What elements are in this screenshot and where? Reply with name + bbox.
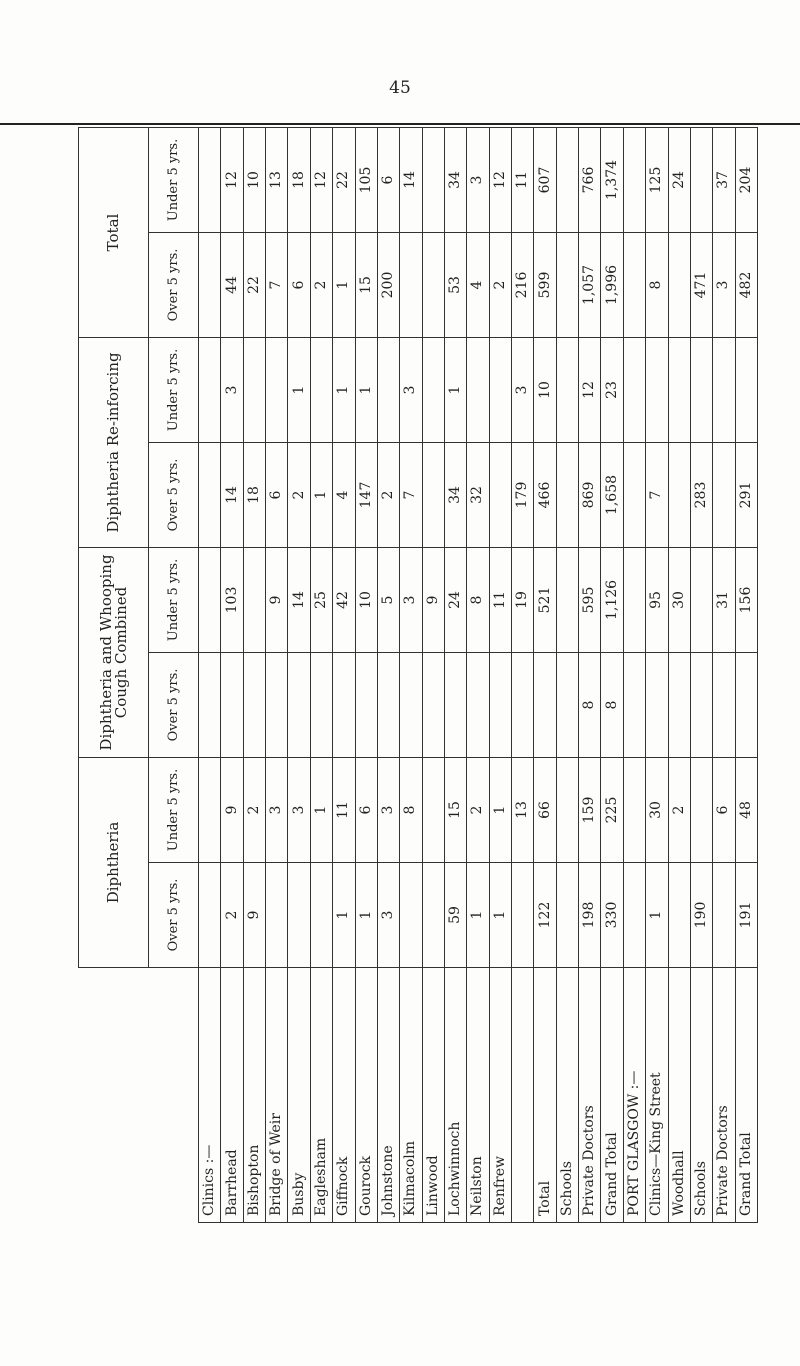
table-cell (646, 653, 668, 758)
table-cell: 179 (512, 443, 534, 548)
table-cell: 1,996 (601, 233, 623, 338)
table-cell: 607 (534, 127, 556, 232)
table-cell: 66 (534, 758, 556, 863)
table-cell (556, 233, 578, 338)
table-row (400, 127, 422, 1222)
table-cell: 204 (735, 127, 757, 232)
table-cell: 1 (310, 443, 332, 548)
header-diphtheria: Diphtheria (79, 758, 149, 968)
table-cell: 11 (333, 758, 355, 863)
rotated-table-sheet (78, 128, 758, 1223)
table-cell: 125 (646, 127, 668, 232)
row-label: Private Doctors (713, 968, 735, 1223)
table-cell: 11 (489, 548, 511, 653)
table-cell: 766 (579, 127, 601, 232)
table-cell: 8 (646, 233, 668, 338)
table-cell: 9 (221, 758, 243, 863)
table-cell: 1 (333, 863, 355, 968)
table-cell (377, 338, 399, 443)
table-cell: 3 (377, 863, 399, 968)
table-cell (400, 233, 422, 338)
table-cell: 42 (333, 548, 355, 653)
table-cell: 12 (489, 127, 511, 232)
table-cell: 2 (243, 758, 265, 863)
table-row (444, 127, 466, 1222)
table-cell (668, 338, 690, 443)
table-row (243, 127, 265, 1222)
table-cell: 2 (221, 863, 243, 968)
table-cell (288, 863, 310, 968)
table-cell (199, 653, 221, 758)
table-cell: 198 (579, 863, 601, 968)
table-cell (623, 863, 645, 968)
table-cell: 14 (221, 443, 243, 548)
row-label: Giffnock (333, 968, 355, 1223)
table-cell (512, 863, 534, 968)
table-cell: 8 (601, 653, 623, 758)
table-cell: 48 (735, 758, 757, 863)
table-cell (623, 548, 645, 653)
table-row (310, 127, 332, 1222)
table-cell: 12 (579, 338, 601, 443)
row-label: Neilston (467, 968, 489, 1223)
table-cell: 2 (467, 758, 489, 863)
table-cell: 5 (377, 548, 399, 653)
table-cell: 19 (512, 548, 534, 653)
table-cell (713, 443, 735, 548)
top-rule (0, 123, 800, 125)
table-row (333, 127, 355, 1222)
table-cell (310, 863, 332, 968)
table-cell: 466 (534, 443, 556, 548)
table-cell: 23 (601, 338, 623, 443)
table-cell: 4 (333, 443, 355, 548)
row-label: Barrhead (221, 968, 243, 1223)
table-cell (690, 548, 712, 653)
table-row (467, 127, 489, 1222)
table-cell (467, 338, 489, 443)
table-cell: 1 (355, 863, 377, 968)
row-label: Private Doctors (579, 968, 601, 1223)
table-cell (199, 338, 221, 443)
table-cell (512, 653, 534, 758)
table-cell (422, 863, 444, 968)
row-label: Johnstone (377, 968, 399, 1223)
row-label: Kilmacolm (400, 968, 422, 1223)
table-cell: 3 (288, 758, 310, 863)
row-label (512, 968, 534, 1223)
table-cell: 30 (646, 758, 668, 863)
table-cell (400, 863, 422, 968)
table-cell (556, 863, 578, 968)
table-row (668, 127, 690, 1222)
table-cell (556, 443, 578, 548)
table-row (266, 127, 288, 1222)
table-cell (713, 338, 735, 443)
table-cell: 191 (735, 863, 757, 968)
row-label: Gourock (355, 968, 377, 1223)
table-cell: 34 (444, 127, 466, 232)
table-cell (422, 338, 444, 443)
table-cell: 6 (355, 758, 377, 863)
table-cell: 30 (668, 548, 690, 653)
row-label: PORT GLASGOW :— (623, 968, 645, 1223)
table-row (512, 127, 534, 1222)
table-cell: 4 (467, 233, 489, 338)
header-corner (79, 968, 149, 1223)
table-cell: 1 (489, 758, 511, 863)
table-cell (310, 338, 332, 443)
table-cell (467, 653, 489, 758)
table-cell: 25 (310, 548, 332, 653)
table-cell (556, 758, 578, 863)
table-cell (221, 653, 243, 758)
table-cell: 599 (534, 233, 556, 338)
table-cell (690, 653, 712, 758)
table-cell (310, 653, 332, 758)
table-cell (266, 863, 288, 968)
table-row (713, 127, 735, 1222)
table-cell: 14 (288, 548, 310, 653)
table-cell: 8 (467, 548, 489, 653)
table-cell (377, 653, 399, 758)
table-cell: 10 (534, 338, 556, 443)
table-cell: 159 (579, 758, 601, 863)
table-cell (199, 548, 221, 653)
table-cell: 8 (579, 653, 601, 758)
sub-under-5: Under 5 yrs. (149, 758, 199, 863)
table-cell (623, 127, 645, 232)
table-cell: 3 (266, 758, 288, 863)
table-cell (713, 863, 735, 968)
section-heading-row (623, 127, 645, 1222)
table-cell: 1 (467, 863, 489, 968)
table-cell: 3 (400, 548, 422, 653)
table-cell (243, 548, 265, 653)
table-cell: 7 (646, 443, 668, 548)
table-cell: 147 (355, 443, 377, 548)
row-label: Eaglesham (310, 968, 332, 1223)
table-cell: 105 (355, 127, 377, 232)
table-cell (422, 758, 444, 863)
table-cell: 32 (467, 443, 489, 548)
table-cell: 10 (355, 548, 377, 653)
table-cell: 37 (713, 127, 735, 232)
table-cell: 2 (489, 233, 511, 338)
row-label: Grand Total (735, 968, 757, 1223)
table-cell (444, 653, 466, 758)
sub-over-5: Over 5 yrs. (149, 863, 199, 968)
table-cell (199, 758, 221, 863)
row-label: Schools (556, 968, 578, 1223)
section-heading-row (199, 127, 221, 1222)
row-label: Clinics—King Street (646, 968, 668, 1223)
table-cell: 122 (534, 863, 556, 968)
table-cell: 1 (310, 758, 332, 863)
table-cell: 3 (221, 338, 243, 443)
immunisation-table (78, 127, 758, 1223)
table-cell: 2 (310, 233, 332, 338)
sub-over-5: Over 5 yrs. (149, 653, 199, 758)
table-cell: 15 (355, 233, 377, 338)
table-cell: 6 (713, 758, 735, 863)
table-cell (534, 653, 556, 758)
header-total: Total (79, 127, 149, 337)
table-row (422, 127, 444, 1222)
table-cell: 3 (713, 233, 735, 338)
table-cell (735, 338, 757, 443)
table-cell (690, 338, 712, 443)
table-row (601, 127, 623, 1222)
table-row (288, 127, 310, 1222)
row-label: Renfrew (489, 968, 511, 1223)
table-cell (489, 653, 511, 758)
table-row (690, 127, 712, 1222)
row-label: Lochwinnoch (444, 968, 466, 1223)
table-cell: 59 (444, 863, 466, 968)
table-cell: 216 (512, 233, 534, 338)
table-row (556, 127, 578, 1222)
table-cell: 18 (288, 127, 310, 232)
table-cell: 1 (333, 233, 355, 338)
header-diphtheria-whooping-cough: Diphtheria and Whooping Cough Combined (79, 548, 149, 758)
table-cell (623, 443, 645, 548)
table-cell (713, 653, 735, 758)
table-cell: 24 (444, 548, 466, 653)
table-cell (556, 653, 578, 758)
table-cell (668, 863, 690, 968)
table-cell (333, 653, 355, 758)
table-cell: 1 (444, 338, 466, 443)
row-label: Bridge of Weir (266, 968, 288, 1223)
table-cell: 9 (243, 863, 265, 968)
table-cell: 3 (377, 758, 399, 863)
table-cell (623, 653, 645, 758)
table-cell (668, 233, 690, 338)
table-cell (243, 338, 265, 443)
table-cell: 283 (690, 443, 712, 548)
row-label: Schools (690, 968, 712, 1223)
table-cell (623, 758, 645, 863)
table-cell: 13 (266, 127, 288, 232)
table-row (377, 127, 399, 1222)
table-cell: 1 (333, 338, 355, 443)
table-cell: 9 (422, 548, 444, 653)
table-cell (668, 653, 690, 758)
table-cell (422, 653, 444, 758)
table-cell: 18 (243, 443, 265, 548)
table-cell (422, 443, 444, 548)
table-cell (646, 338, 668, 443)
table-cell: 34 (444, 443, 466, 548)
table-cell (266, 338, 288, 443)
sub-under-5: Under 5 yrs. (149, 127, 199, 232)
table-row (534, 127, 556, 1222)
table-cell (422, 233, 444, 338)
table-cell (288, 653, 310, 758)
table-cell (489, 338, 511, 443)
table-cell (690, 758, 712, 863)
table-cell: 156 (735, 548, 757, 653)
table-cell: 7 (400, 443, 422, 548)
table-cell: 14 (400, 127, 422, 232)
table-cell: 3 (467, 127, 489, 232)
table-cell (199, 863, 221, 968)
table-cell (422, 127, 444, 232)
row-label: Busby (288, 968, 310, 1223)
table-cell (623, 338, 645, 443)
table-cell: 471 (690, 233, 712, 338)
table-cell: 6 (288, 233, 310, 338)
table-cell: 482 (735, 233, 757, 338)
table-cell: 200 (377, 233, 399, 338)
table-cell: 53 (444, 233, 466, 338)
table-cell (266, 653, 288, 758)
table-cell (623, 233, 645, 338)
table-cell: 1 (646, 863, 668, 968)
table-cell: 9 (266, 548, 288, 653)
table-row (646, 127, 668, 1222)
table-cell (199, 127, 221, 232)
sub-over-5: Over 5 yrs. (149, 443, 199, 548)
table-cell: 2 (288, 443, 310, 548)
table-cell: 2 (377, 443, 399, 548)
table-cell: 11 (512, 127, 534, 232)
table-cell: 1 (288, 338, 310, 443)
table-cell (668, 443, 690, 548)
table-cell: 44 (221, 233, 243, 338)
row-label: Woodhall (668, 968, 690, 1223)
table-cell (556, 127, 578, 232)
table-cell: 24 (668, 127, 690, 232)
table-row (221, 127, 243, 1222)
table-cell: 1,658 (601, 443, 623, 548)
table-cell (400, 653, 422, 758)
table-cell (556, 548, 578, 653)
table-cell: 15 (444, 758, 466, 863)
row-label: Clinics :— (199, 968, 221, 1223)
sub-under-5: Under 5 yrs. (149, 548, 199, 653)
table-cell (199, 233, 221, 338)
table-cell: 95 (646, 548, 668, 653)
row-label: Total (534, 968, 556, 1223)
table-cell: 869 (579, 443, 601, 548)
table-cell: 103 (221, 548, 243, 653)
table-cell: 31 (713, 548, 735, 653)
table-cell: 521 (534, 548, 556, 653)
table-cell: 1 (489, 863, 511, 968)
table-cell: 291 (735, 443, 757, 548)
table-row (355, 127, 377, 1222)
table-cell: 22 (333, 127, 355, 232)
table-cell: 1,057 (579, 233, 601, 338)
row-label: Bishopton (243, 968, 265, 1223)
table-cell: 225 (601, 758, 623, 863)
table-cell: 22 (243, 233, 265, 338)
table-cell: 330 (601, 863, 623, 968)
header-corner-sub (149, 968, 199, 1223)
table-cell (735, 653, 757, 758)
page-number: 45 (389, 78, 411, 98)
table-cell: 595 (579, 548, 601, 653)
table-cell (199, 443, 221, 548)
table-cell: 3 (400, 338, 422, 443)
table-body (199, 127, 758, 1222)
table-cell: 3 (512, 338, 534, 443)
table-cell: 12 (221, 127, 243, 232)
table-cell (690, 127, 712, 232)
table-cell: 1,374 (601, 127, 623, 232)
table-cell: 6 (266, 443, 288, 548)
table-cell: 10 (243, 127, 265, 232)
table-cell (556, 338, 578, 443)
table-cell (355, 653, 377, 758)
table-cell: 1,126 (601, 548, 623, 653)
row-label: Grand Total (601, 968, 623, 1223)
table-cell: 13 (512, 758, 534, 863)
table-cell: 6 (377, 127, 399, 232)
table-row (735, 127, 757, 1222)
table-cell: 1 (355, 338, 377, 443)
sub-under-5: Under 5 yrs. (149, 338, 199, 443)
sub-over-5: Over 5 yrs. (149, 233, 199, 338)
table-row (489, 127, 511, 1222)
row-label: Linwood (422, 968, 444, 1223)
table-cell (489, 443, 511, 548)
table-cell: 190 (690, 863, 712, 968)
table-cell: 7 (266, 233, 288, 338)
table-cell: 8 (400, 758, 422, 863)
table-cell (243, 653, 265, 758)
table-cell: 12 (310, 127, 332, 232)
header-diphtheria-reinforcing: Diphtheria Re-inforcing (79, 338, 149, 548)
table-row (579, 127, 601, 1222)
table-cell: 2 (668, 758, 690, 863)
